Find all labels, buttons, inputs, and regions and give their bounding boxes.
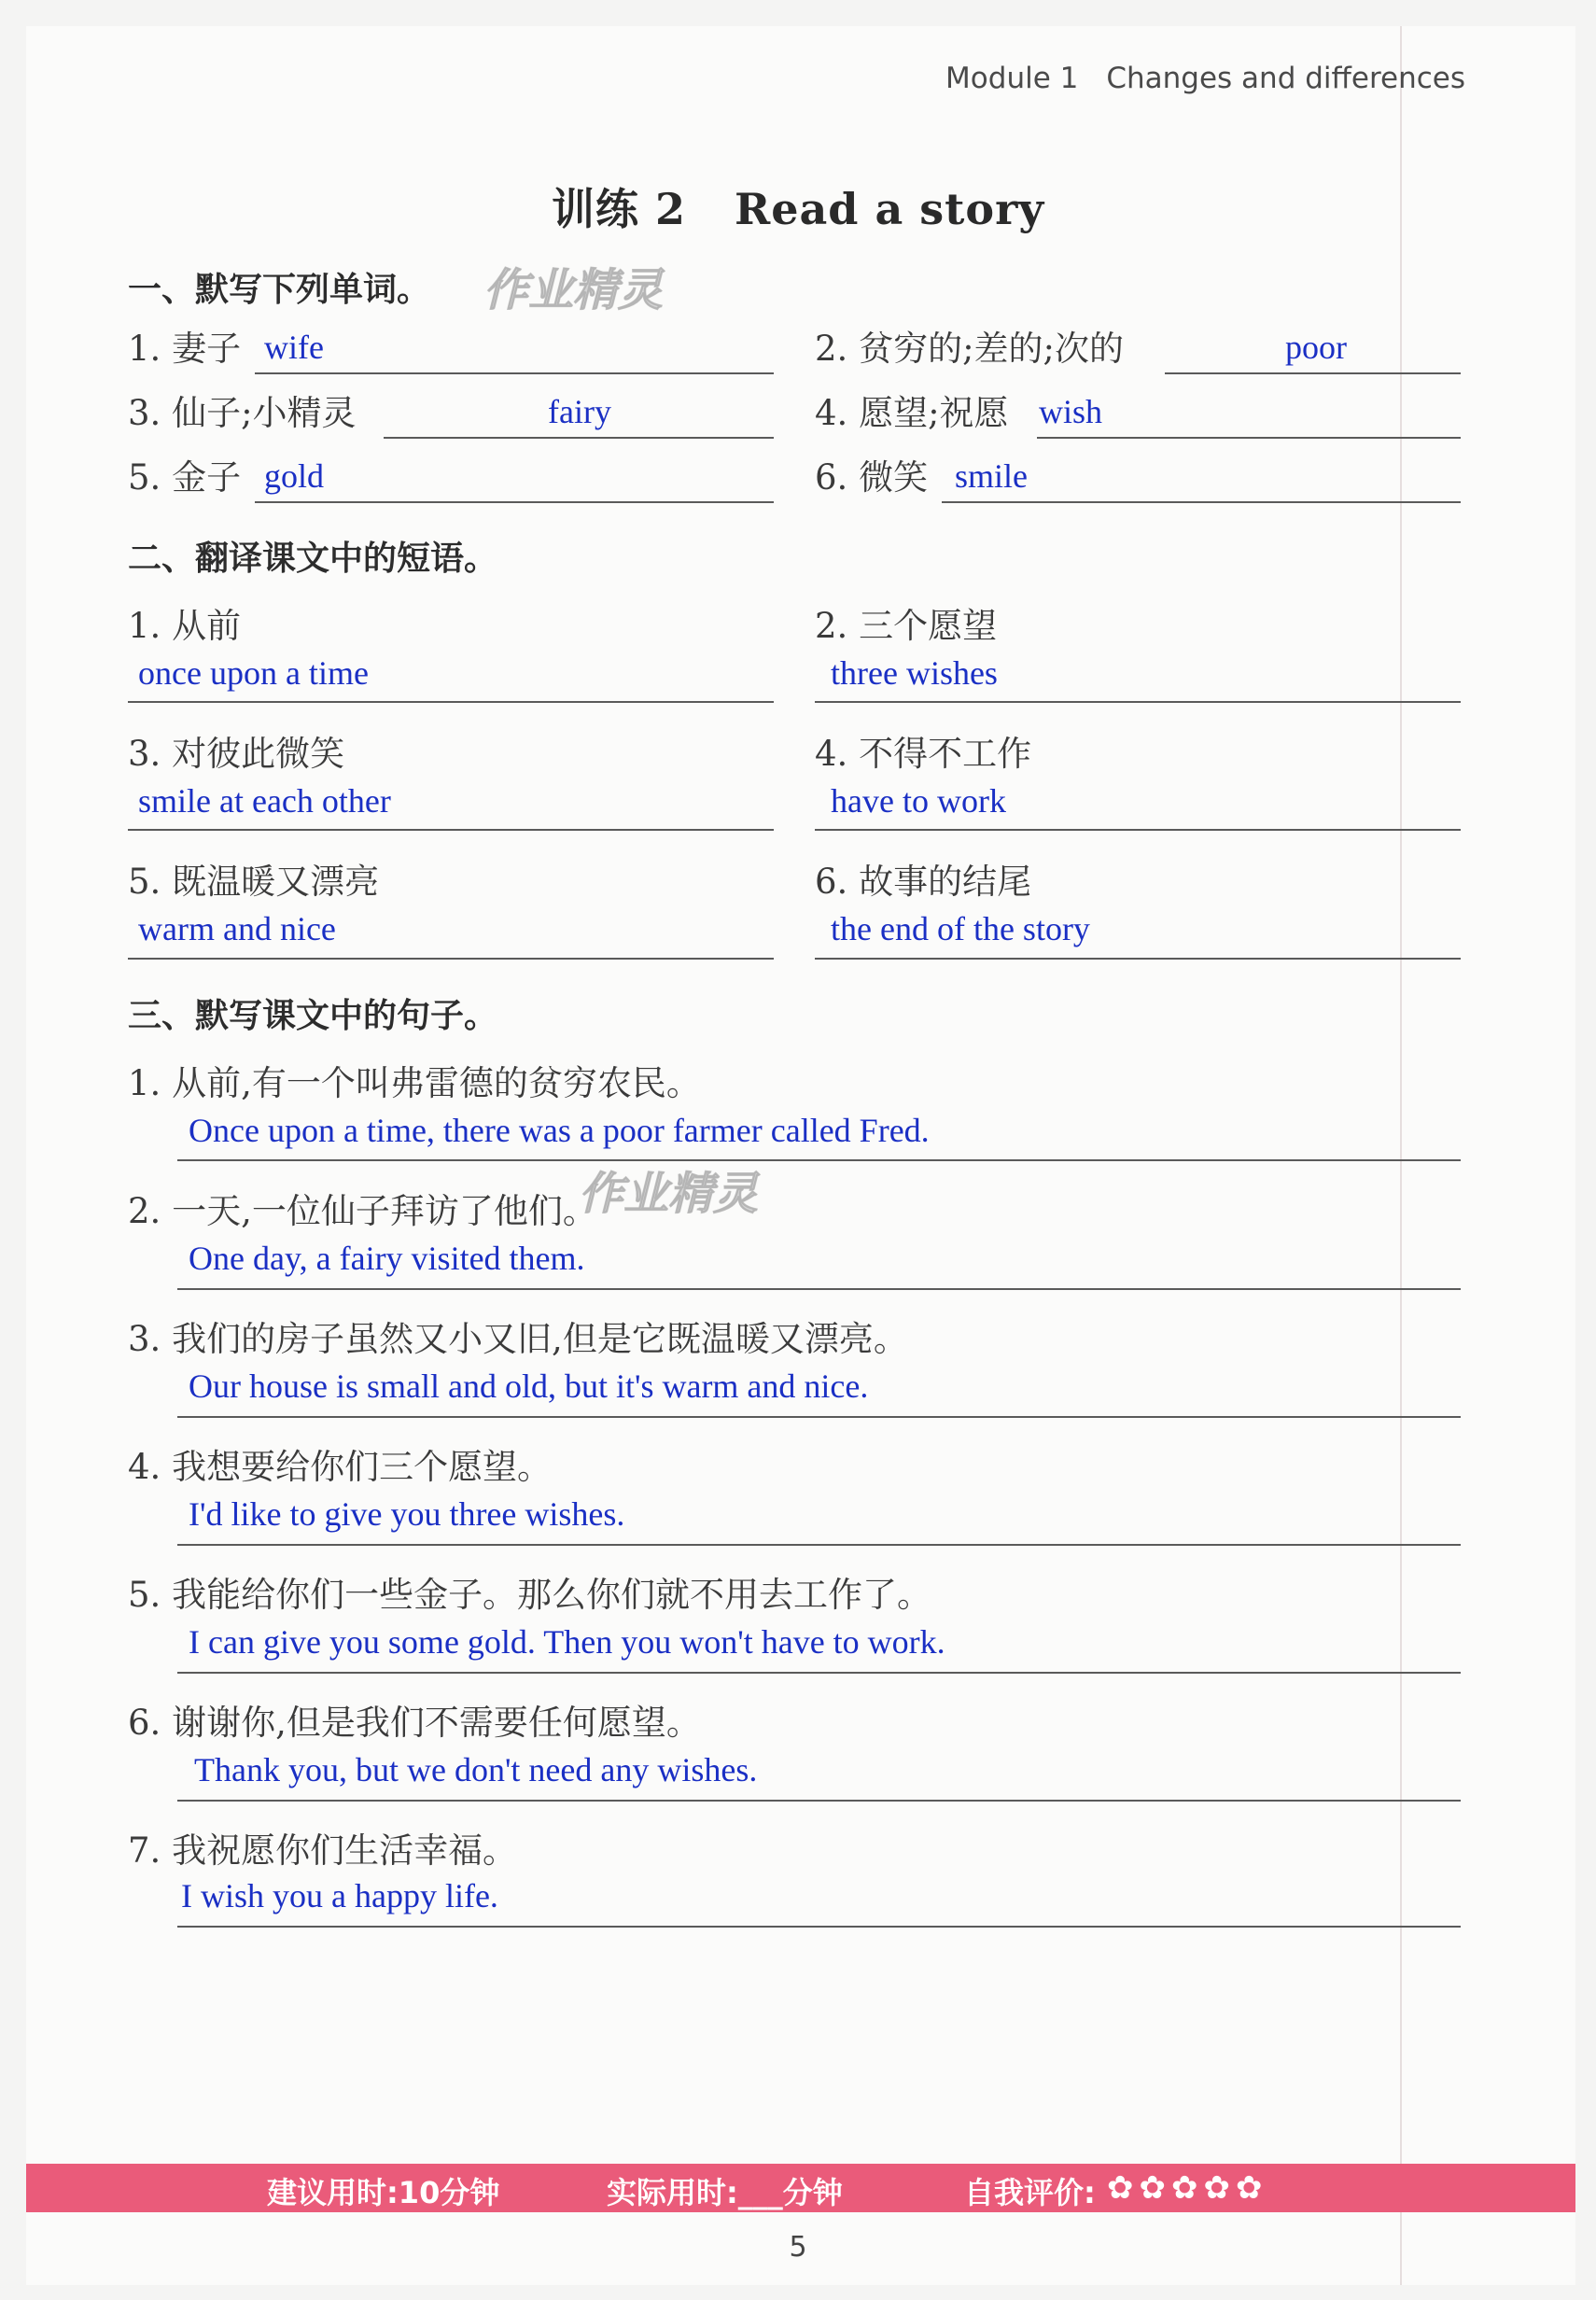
phrase-answer: three wishes bbox=[831, 654, 998, 692]
phrase-prompt: 2. 三个愿望 bbox=[815, 606, 998, 646]
answer-line bbox=[1037, 437, 1461, 439]
section-heading-2: 二、翻译课文中的短语。 bbox=[128, 540, 498, 578]
sentence-answer: Thank you, but we don't need any wishes. bbox=[194, 1751, 758, 1788]
answer-line bbox=[177, 1672, 1461, 1674]
answer-line bbox=[815, 958, 1461, 960]
watermark: 作业精灵 bbox=[579, 1168, 759, 1220]
phrase-prompt: 6. 故事的结尾 bbox=[815, 862, 1032, 902]
watermark: 作业精灵 bbox=[483, 264, 664, 316]
page-title bbox=[0, 175, 1596, 237]
page-number: 5 bbox=[789, 2231, 807, 2264]
word-prompt: 2. 贫穷的;差的;次的 bbox=[815, 329, 1124, 369]
phrase-answer: the end of the story bbox=[831, 910, 1090, 947]
phrase-prompt: 3. 对彼此微笑 bbox=[128, 734, 345, 774]
word-prompt: 5. 金子 bbox=[128, 457, 242, 498]
sentence-prompt: 1. 从前,有一个叫弗雷德的贫穷农民。 bbox=[128, 1063, 701, 1103]
word-prompt: 1. 妻子 bbox=[128, 329, 242, 369]
phrase-prompt: 5. 既温暖又漂亮 bbox=[128, 862, 380, 902]
sentence-prompt: 3. 我们的房子虽然又小又旧,但是它既温暖又漂亮。 bbox=[128, 1319, 908, 1359]
actual-time: 实际用时:___分钟 bbox=[607, 2175, 843, 2210]
word-answer: poor bbox=[1285, 329, 1347, 366]
phrase-answer: have to work bbox=[831, 782, 1006, 820]
answer-line bbox=[177, 1926, 1461, 1928]
answer-line bbox=[815, 829, 1461, 831]
answer-line bbox=[128, 829, 774, 831]
rating-stars-icon[interactable]: ✿✿✿✿✿ bbox=[1107, 2169, 1268, 2207]
sentence-prompt: 2. 一天,一位仙子拜访了他们。 bbox=[128, 1191, 597, 1231]
answer-line bbox=[255, 372, 774, 374]
sentence-answer: I'd like to give you three wishes. bbox=[189, 1495, 625, 1533]
answer-line bbox=[177, 1544, 1461, 1546]
phrase-prompt: 1. 从前 bbox=[128, 606, 242, 646]
answer-line bbox=[815, 701, 1461, 703]
phrase-answer: once upon a time bbox=[138, 654, 369, 692]
module-topic: Changes and differences bbox=[1106, 62, 1465, 95]
section-heading-3: 三、默写课文中的句子。 bbox=[128, 997, 498, 1035]
answer-line bbox=[255, 501, 774, 503]
sentence-answer: Our house is small and old, but it's warm and nice. bbox=[189, 1367, 869, 1405]
word-answer: wish bbox=[1039, 393, 1103, 430]
time-tracking-bar bbox=[26, 2164, 1575, 2212]
sentence-answer: I wish you a happy life. bbox=[181, 1877, 498, 1914]
answer-line bbox=[1165, 372, 1461, 374]
sentence-prompt: 4. 我想要给你们三个愿望。 bbox=[128, 1447, 553, 1487]
word-prompt: 6. 微笑 bbox=[815, 457, 929, 498]
suggested-time: 建议用时:10分钟 bbox=[267, 2175, 500, 2210]
word-item bbox=[128, 386, 774, 439]
phrase-answer: warm and nice bbox=[138, 910, 336, 947]
running-header bbox=[945, 62, 1465, 95]
word-item bbox=[128, 322, 774, 374]
phrase-prompt: 4. 不得不工作 bbox=[815, 734, 1032, 774]
sentence-prompt: 7. 我祝愿你们生活幸福。 bbox=[128, 1830, 518, 1871]
word-item bbox=[815, 451, 1461, 503]
answer-line bbox=[384, 437, 774, 439]
word-item bbox=[815, 322, 1461, 374]
answer-line bbox=[177, 1800, 1461, 1802]
word-item bbox=[128, 451, 774, 503]
section-heading-1: 一、默写下列单词。 bbox=[128, 271, 431, 309]
sentence-prompt: 5. 我能给你们一些金子。那么你们就不用去工作了。 bbox=[128, 1575, 932, 1615]
answer-line bbox=[942, 501, 1461, 503]
title-en: Read a story bbox=[734, 184, 1045, 234]
sentence-answer: Once upon a time, there was a poor farmer called Fred. bbox=[189, 1112, 930, 1149]
word-prompt: 3. 仙子;小精灵 bbox=[128, 393, 357, 433]
answer-line bbox=[128, 701, 774, 703]
word-answer: gold bbox=[264, 457, 325, 495]
self-evaluation-label: 自我评价: bbox=[964, 2175, 1096, 2210]
answer-line bbox=[177, 1288, 1461, 1290]
phrase-answer: smile at each other bbox=[138, 782, 391, 820]
word-prompt: 4. 愿望;祝愿 bbox=[815, 393, 1009, 433]
answer-line bbox=[128, 958, 774, 960]
module-label: Module 1 bbox=[945, 62, 1079, 95]
title-cn: 训练 2 bbox=[551, 184, 686, 234]
word-answer: smile bbox=[955, 457, 1028, 495]
word-answer: wife bbox=[264, 329, 324, 366]
answer-line bbox=[177, 1416, 1461, 1418]
sentence-prompt: 6. 谢谢你,但是我们不需要任何愿望。 bbox=[128, 1703, 701, 1743]
word-item bbox=[815, 386, 1461, 439]
word-answer: fairy bbox=[548, 393, 611, 430]
sentence-answer: I can give you some gold. Then you won't have to work. bbox=[189, 1623, 945, 1661]
sentence-answer: One day, a fairy visited them. bbox=[189, 1240, 585, 1277]
answer-line bbox=[177, 1159, 1461, 1161]
